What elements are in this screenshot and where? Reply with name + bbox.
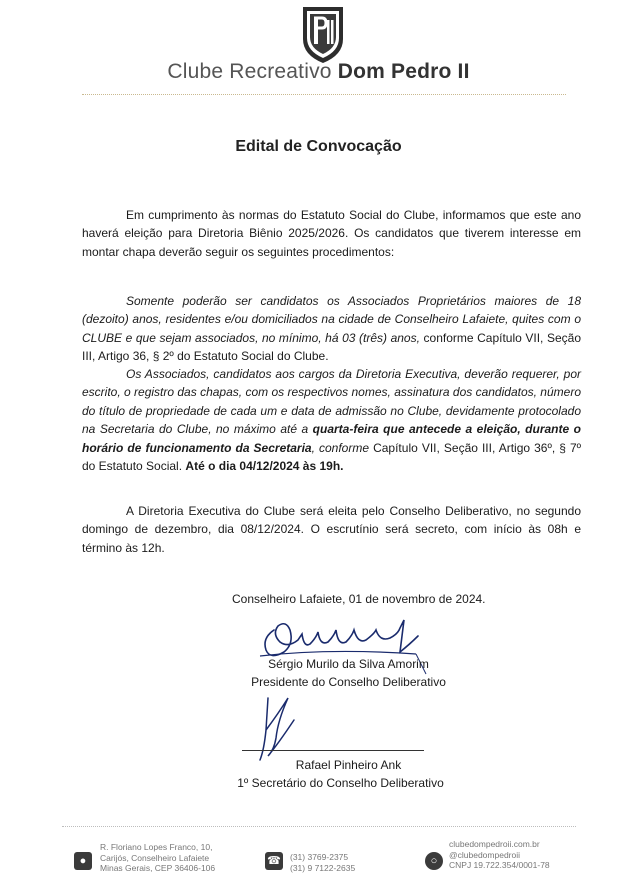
eligibility-italic-text: Somente poderão ser candidatos os Associados Proprietários maiores de 18 (dezoito) anos, residentes e/ou domiciliados na cidade de Conselheiro Lafaiete, quites com o CLUBE e que sejam associados, no mínimo, há 03 (três) anos, (82, 294, 581, 345)
address-line: Minas Gerais, CEP 36406-106 (100, 863, 216, 873)
footer-divider (62, 826, 576, 827)
signatory-role-president: Presidente do Conselho Deliberativo (251, 675, 446, 689)
brand-light-text: Clube Recreativo (167, 60, 338, 83)
footer-web (449, 839, 599, 871)
registration-normal-text: Capítulo VII, Seção III, Artigo 36º, § 7º do Estatuto Social. (82, 440, 581, 474)
signatory-role-secretary: 1º Secretário do Conselho Deliberativo (237, 776, 444, 790)
address-line: Carijós, Conselheiro Lafaiete (100, 852, 210, 863)
club-shield-logo-icon (298, 3, 348, 65)
phone-number: (31) 9 7122-2635 (290, 862, 356, 873)
club-brand-name (0, 60, 637, 84)
address-line: R. Floriano Lopes Franco, 10, (100, 842, 213, 852)
document-title: Edital de Convocação (235, 138, 402, 155)
paragraph-registration (82, 365, 581, 475)
cnpj-text: CNPJ 19.722.354/0001-78 (449, 860, 550, 870)
registration-italic-text-2: , conforme (311, 440, 370, 455)
footer-address (100, 842, 250, 874)
paragraph-election: A Diretoria Executiva do Clube será eleita pelo Conselho Deliberativo, no segundo domingo de dezembro, dia 08/12/2024. O escrutínio será secreto, com início às 08h e término às 12h. (82, 504, 581, 555)
instagram-handle: @clubedompedroii (449, 849, 521, 860)
signature-line (242, 750, 424, 751)
paragraph-intro: Em cumprimento às normas do Estatuto Social do Clube, informamos que este ano haverá eleição para Diretoria Biênio 2025/2026. Os candidatos que tiverem interesse em montar chapa deverão seguir os seguintes procedimentos: (82, 208, 581, 259)
signatory-name-president: Sérgio Murilo da Silva Amorim (268, 657, 429, 671)
footer-phones (290, 852, 400, 873)
date-line: Conselheiro Lafaiete, 01 de novembro de 2024. (232, 592, 486, 606)
brand-bold-text: Dom Pedro II (337, 60, 470, 83)
paragraph-eligibility (82, 292, 581, 366)
registration-deadline-emphasis: quarta-feira que antecede a eleição, durante o horário de funcionamento da Secretaria (82, 422, 581, 455)
signatory-name-secretary: Rafael Pinheiro Ank (295, 758, 402, 772)
registration-italic-text: Os Associados, candidatos aos cargos da Diretoria Executiva, deverão requerer, por escrito, o registro das chapas, com os respectivos nomes, assinatura dos candidatos, número do título de propriedade de cada um e data de admissão no Clube, devidamente protocolado na Secretaria do Clube, no máximo até a (82, 367, 581, 437)
header-divider (82, 94, 566, 95)
location-pin-icon: ● (74, 852, 92, 870)
registration-deadline-date: Até o dia 04/12/2024 às 19h. (185, 459, 344, 474)
website-text: clubedompedroii.com.br (449, 839, 540, 849)
signature-secretary-icon (248, 690, 308, 762)
instagram-icon: ○ (425, 852, 443, 870)
telephone-icon: ☎ (265, 852, 283, 870)
eligibility-normal-text: conforme Capítulo VII, Seção III, Artigo 36, § 2º do Estatuto Social do Clube. (82, 330, 581, 364)
phone-number: (31) 3769-2375 (290, 852, 349, 862)
